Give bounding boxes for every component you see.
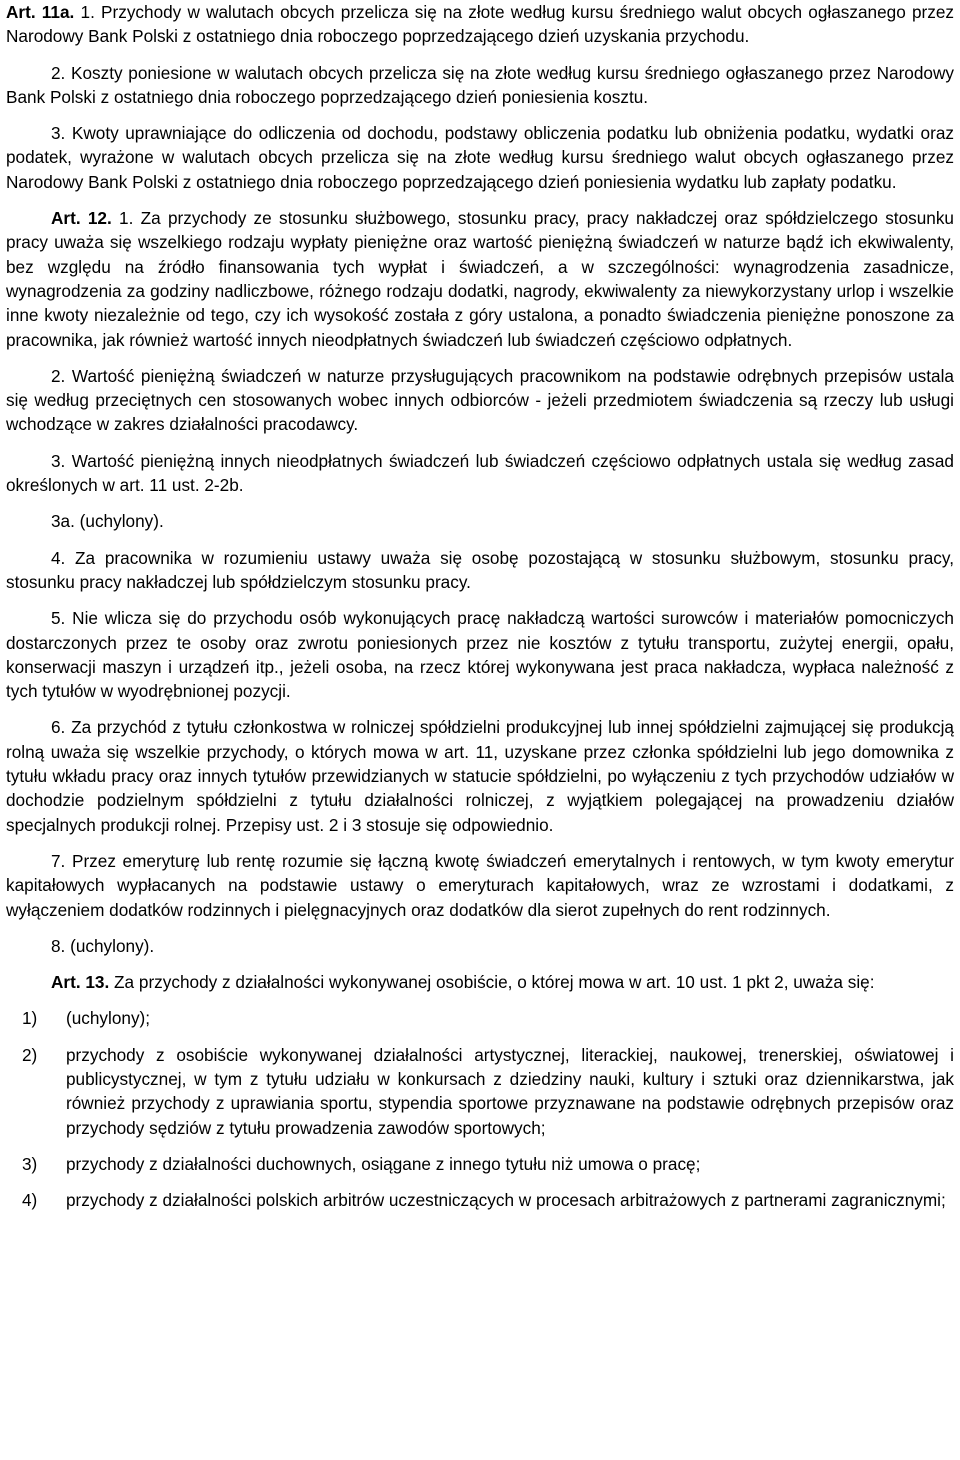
art13-item-1-number: 1) <box>22 1008 38 1029</box>
art13-item-3 <box>6 1152 954 1176</box>
art12-para1 <box>6 206 954 352</box>
art13-item-2-number: 2) <box>22 1044 38 1065</box>
art13-item-3-number: 3) <box>22 1153 38 1174</box>
art13-intro-text: Za przychody z działalności wykonywanej osobiście, o której mowa w art. 10 ust. 1 pkt 2, uważa się: <box>109 972 875 993</box>
art13-item-3-text: przychody z działalności duchownych, osiągane z innego tytułu niż umowa o pracę; <box>66 1153 701 1174</box>
art12-para6: 6. Za przychód z tytułu członkostwa w rolniczej spółdzielni produkcyjnej lub innej spółdzielni zajmującej się produkcją rolną uważa się wszelkie przychody, o których mowa w art. 11, uzyskane przez członka spółdzielni lub jego domownika z tytułu wkładu pracy oraz innych tytułów przewidzianych w statucie spółdzielni, po wyłączeniu z tych przychodów udziałów w dochodzie podzielnym spółdzielni z tytułu działalności rolniczej, z wyjątkiem polegającej na prowadzeniu działów specjalnych produkcji rolnej. Przepisy ust. 2 i 3 stosuje się odpowiednio. <box>6 717 954 835</box>
art13-item-4-number: 4) <box>22 1190 38 1211</box>
art12-label: Art. 12. <box>51 208 112 229</box>
art12-para1-text: 1. Za przychody ze stosunku służbowego, stosunku pracy, pracy nakładczej oraz spółdzielczego stosunku pracy uważa się wszelkiego rodzaju wypłaty pieniężne oraz wartość pieniężną świadczeń w naturze bądź ich ekwiwalenty, bez względu na źródło finansowania tych wypłat i świadczeń, a w szczególności: wynagrodzenia zasadnicze, wynagrodzenia za godziny nadliczbowe, różnego rodzaju dodatki, nagrody, ekwiwalenty za niewykorzystany urlop i wszelkie inne kwoty niezależnie od tego, czy ich wysokość została z góry ustalona, a ponadto świadczenia pieniężne ponoszone za pracownika, jak również wartość innych nieodpłatnych świadczeń lub świadczeń częściowo odpłatnych. <box>6 208 954 350</box>
art11a-label: Art. 11a. <box>6 2 75 22</box>
art12-para2: 2. Wartość pieniężną świadczeń w naturze przysługujących pracownikom na podstawie odrębnych przepisów ustala się według przeciętnych cen stosowanych wobec innych odbiorców - jeżeli przedmiotem świadczenia są rzeczy lub usługi wchodzące w zakres działalności pracodawcy. <box>6 365 954 435</box>
art12-para7: 7. Przez emeryturę lub rentę rozumie się łączną kwotę świadczeń emerytalnych i rentowych, w tym kwoty emerytur kapitałowych wypłacanych na podstawie ustawy o emeryturach kapitałowych, wraz ze wzrostami i dodatkami, z wyłączeniem dodatków rodzinnych i pielęgnacyjnych oraz dodatków dla sierot zupełnych do rent rodzinnych. <box>6 850 954 920</box>
art12-para4: 4. Za pracownika w rozumieniu ustawy uważa się osobę pozostającą w stosunku służbowym, stosunku pracy, stosunku pracy nakładczej lub spółdzielczym stosunku pracy. <box>6 547 954 592</box>
art13-label: Art. 13. <box>51 972 110 993</box>
art13-item-4-text: przychody z działalności polskich arbitrów uczestniczących w procesach arbitrażowych z partnerami zagranicznymi; <box>66 1190 946 1211</box>
art12-para3: 3. Wartość pieniężną innych nieodpłatnych świadczeń lub świadczeń częściowo odpłatnych ustala się według zasad określonych w art. 11 ust. 2-2b. <box>6 450 954 496</box>
art11a-para2: 2. Koszty poniesione w walutach obcych przelicza się na złote według kursu średniego ogłaszanego przez Narodowy Bank Polski z ostatniego dnia roboczego poprzedzającego dzień poniesienia kosztu. <box>6 62 954 107</box>
art13-item-2-text: przychody z osobiście wykonywanej działalności artystycznej, literackiej, naukowej, trenerskiej, oświatowej i publicystycznej, w tym z tytułu udziału w konkursach z dziedziny nauki, kultury i sztuki oraz dziennikarstwa, jak również przychody z uprawiania sportu, stypendia sportowe przyznawane na podstawie odrębnych przepisów oraz przychody sędziów z tytułu prowadzenia zawodów sportowych; <box>66 1044 954 1138</box>
art12-para8: 8. (uchylony). <box>51 935 155 956</box>
art11a-para1 <box>6 0 954 49</box>
art12-para3a: 3a. (uchylony). <box>51 511 164 532</box>
art13-item-1 <box>6 1006 954 1030</box>
art13-intro <box>6 970 954 994</box>
art13-item-2 <box>6 1043 954 1140</box>
art13-item-1-text: (uchylony); <box>66 1008 151 1029</box>
art11a-para1-text: 1. Przychody w walutach obcych przelicza się na złote według kursu średniego walut obcych ogłaszanego przez Narodowy Bank Polski z ostatniego dnia roboczego poprzedzającego dzień uzyskania przychodu. <box>6 2 954 47</box>
art13-item-4 <box>6 1188 954 1212</box>
art11a-para3: 3. Kwoty uprawniające do odliczenia od dochodu, podstawy obliczenia podatku lub obniżenia podatku, wydatki oraz podatek, wyrażone w walutach obcych przelicza się na złote według kursu średniego walut obcych ogłaszanego przez Narodowy Bank Polski z ostatniego dnia roboczego poprzedzającego dzień poniesienia wydatku lub zapłaty podatku. <box>6 123 954 192</box>
art12-para5: 5. Nie wlicza się do przychodu osób wykonujących pracę nakładczą wartości surowców i materiałów pomocniczych dostarczonych przez te osoby oraz zwrotu poniesionych przez nie kosztów z tytułu transportu, zużytej energii, opału, konserwacji maszyn i urządzeń itp., jeżeli osoba, na rzecz której wykonywana jest praca nakładcza, wypłaca należność z tych tytułów w wyodrębnionej pozycji. <box>6 608 954 702</box>
